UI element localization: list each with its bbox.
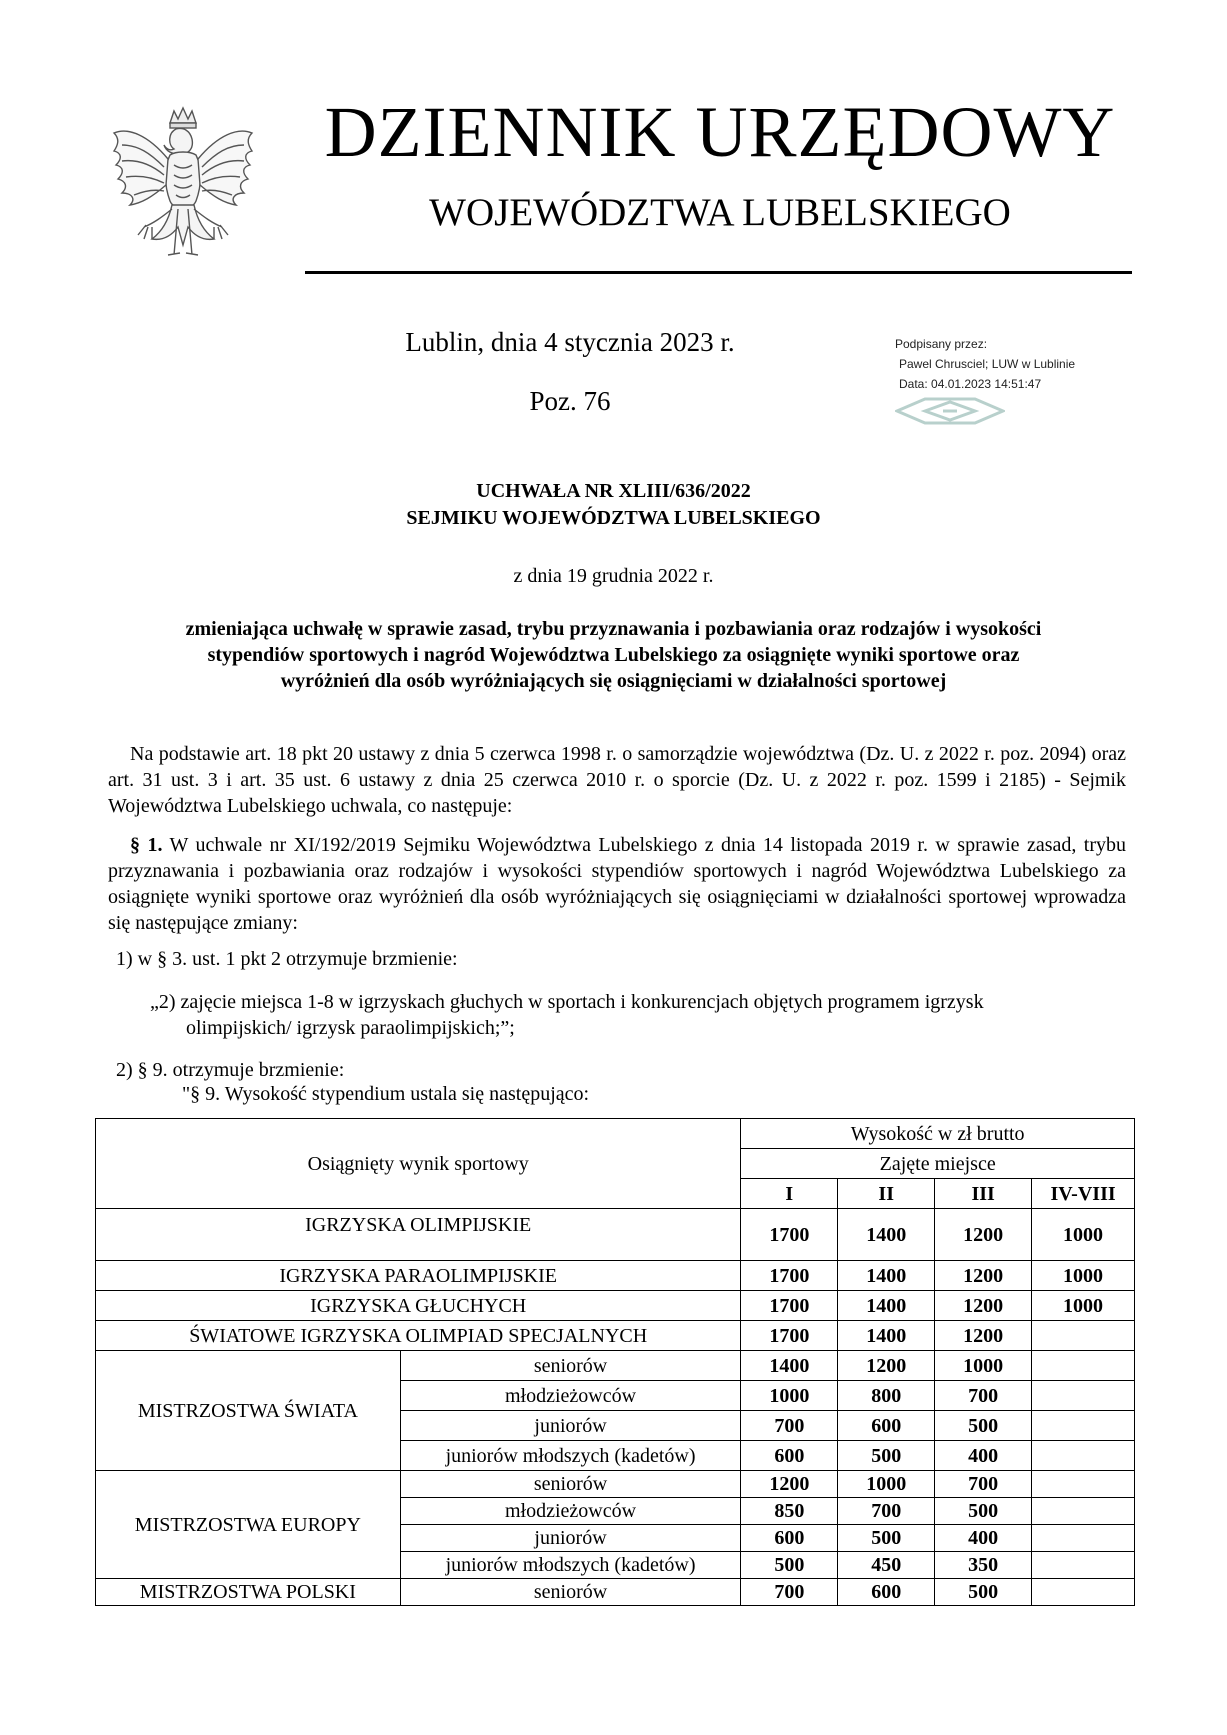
amount-cell: 1400 (838, 1261, 935, 1291)
amount-cell: 600 (838, 1411, 935, 1441)
section-1-label: § 1. (130, 834, 163, 856)
amount-cell: 450 (838, 1552, 935, 1579)
amount-cell: 1200 (838, 1351, 935, 1381)
amount-cell: 1200 (935, 1261, 1032, 1291)
signature-signer: Pawel Chrusciel; LUW w Lublinie (899, 357, 1076, 371)
amount-cell: 1000 (838, 1471, 935, 1498)
amount-cell: 600 (741, 1525, 838, 1552)
amount-cell: 1400 (838, 1209, 935, 1261)
amount-cell: 1000 (1032, 1209, 1135, 1261)
amount-cell (1032, 1411, 1135, 1441)
table-row (96, 1579, 1135, 1606)
preamble-paragraph: Na podstawie art. 18 pkt 20 ustawy z dnia 5 czerwca 1998 r. o samorządzie województwa (Dz. U. z 2022 r. poz. 2094) oraz art. 31 ust. 3 i art. 35 ust. 6 ustawy z dnia 25 czerwca 2010 r. o sporcie (Dz. U. z 2022 r. poz. 1599 i 2185) - Sejmik Województwa Lubelskiego uchwala, co następuje: (108, 743, 1126, 817)
amount-cell: 1200 (935, 1209, 1032, 1261)
resolution-number: UCHWAŁA NR XLIII/636/2022 (476, 480, 751, 502)
amount-cell: 400 (935, 1525, 1032, 1552)
place-header: III (935, 1179, 1032, 1209)
amount-cell: 500 (741, 1552, 838, 1579)
amount-cell: 1200 (741, 1471, 838, 1498)
header-place-cell: Zajęte miejsce (741, 1149, 1135, 1179)
category-cell: juniorów (400, 1411, 741, 1441)
table-row (96, 1351, 1135, 1381)
amount-cell (1032, 1579, 1135, 1606)
amount-cell: 500 (838, 1441, 935, 1471)
amount-cell: 500 (838, 1525, 935, 1552)
event-cell: ŚWIATOWE IGRZYSKA OLIMPIAD SPECJALNYCH (96, 1321, 741, 1351)
amount-cell (1032, 1525, 1135, 1552)
amount-cell (1032, 1552, 1135, 1579)
amount-cell: 600 (838, 1579, 935, 1606)
amount-cell: 1700 (741, 1291, 838, 1321)
amount-cell: 400 (935, 1441, 1032, 1471)
amount-cell: 1400 (838, 1321, 935, 1351)
resolution-date: z dnia 19 grudnia 2022 r. (513, 565, 714, 587)
category-cell: seniorów (400, 1471, 741, 1498)
header-divider (305, 271, 1132, 274)
table-row (96, 1471, 1135, 1498)
place-header: IV-VIII (1032, 1179, 1135, 1209)
event-cell: MISTRZOSTWA EUROPY (96, 1471, 401, 1579)
digital-signature (895, 334, 1155, 394)
event-cell: IGRZYSKA OLIMPIJSKIE (96, 1209, 741, 1261)
amount-cell: 700 (935, 1381, 1032, 1411)
amendment-item-2: 2) § 9. otrzymuje brzmienie: (116, 1059, 345, 1081)
resolution-title-line: stypendiów sportowych i nagród Województwa Lubelskiego za osiągnięte wyniki sportowe oraz (207, 644, 1020, 666)
category-cell: seniorów (400, 1351, 741, 1381)
category-cell: juniorów (400, 1525, 741, 1552)
section-1-paragraph (108, 832, 1126, 936)
amount-cell: 600 (741, 1441, 838, 1471)
resolution-title-line: wyróżnień dla osób wyróżniających się osiągnięciami w działalności sportowej (280, 670, 947, 692)
amount-cell: 1400 (838, 1291, 935, 1321)
amount-cell: 1000 (741, 1381, 838, 1411)
amount-cell: 700 (741, 1411, 838, 1441)
polish-eagle-emblem (108, 105, 258, 275)
amendment-item-1-quote-line: „2) zajęcie miejsca 1-8 w igrzyskach głuchych w sportach i konkurencjach objętych programem igrzysk (150, 991, 984, 1013)
signature-stamp-icon (895, 396, 1005, 426)
amount-cell (1032, 1471, 1135, 1498)
amount-cell: 500 (935, 1579, 1032, 1606)
amount-cell (1032, 1381, 1135, 1411)
amount-cell: 1000 (1032, 1291, 1135, 1321)
amount-cell: 350 (935, 1552, 1032, 1579)
amount-cell: 500 (935, 1411, 1032, 1441)
amount-cell: 700 (838, 1498, 935, 1525)
signature-line: Podpisany przez: (895, 337, 988, 351)
header-result-cell: Osiągnięty wynik sportowy (96, 1119, 741, 1209)
scholarship-amount-table (95, 1118, 1135, 1606)
amendment-item-1-quote-line: olimpijskich/ igrzysk paraolimpijskich;”; (186, 1017, 515, 1039)
amount-cell: 800 (838, 1381, 935, 1411)
amount-cell: 1200 (935, 1291, 1032, 1321)
table-row (96, 1321, 1135, 1351)
category-cell: seniorów (400, 1579, 741, 1606)
signature-date: Data: 04.01.2023 14:51:47 (899, 377, 1042, 391)
resolution-body: SEJMIKU WOJEWÓDZTWA LUBELSKIEGO (406, 507, 821, 529)
amendment-item-1: 1) w § 3. ust. 1 pkt 2 otrzymuje brzmienie: (116, 948, 458, 970)
resolution-title-line: zmieniająca uchwałę w sprawie zasad, trybu przyznawania i pozbawiania oraz rodzajów i wysokości (185, 618, 1042, 640)
amount-cell: 1700 (741, 1209, 838, 1261)
event-cell: MISTRZOSTWA ŚWIATA (96, 1351, 401, 1471)
amount-cell (1032, 1351, 1135, 1381)
journal-subtitle: WOJEWÓDZTWA LUBELSKIEGO (429, 191, 1011, 234)
category-cell: juniorów młodszych (kadetów) (400, 1552, 741, 1579)
category-cell: młodzieżowców (400, 1498, 741, 1525)
amount-cell: 1200 (935, 1321, 1032, 1351)
amount-cell (1032, 1498, 1135, 1525)
section-1-text: W uchwale nr XI/192/2019 Sejmiku Województwa Lubelskiego z dnia 14 listopada 2019 r. w sprawie zasad, trybu przyznawania i pozbawiania oraz rodzajów i wysokości stypendiów sportowych i nagród Województwa Lubelskiego za osiągnięte wyniki sportowe oraz wyróżnień dla osób wyróżniających się osiągnięciami w działalności sportowej wprowadza się następujące zmiany: (108, 834, 1127, 934)
amount-cell (1032, 1321, 1135, 1351)
amount-cell: 1000 (1032, 1261, 1135, 1291)
event-cell: IGRZYSKA PARAOLIMPIJSKIE (96, 1261, 741, 1291)
event-cell: MISTRZOSTWA POLSKI (96, 1579, 401, 1606)
amendment-item-2-quote: "§ 9. Wysokość stypendium ustala się następująco: (182, 1083, 590, 1105)
place-header: II (838, 1179, 935, 1209)
category-cell: juniorów młodszych (kadetów) (400, 1441, 741, 1471)
category-cell: młodzieżowców (400, 1381, 741, 1411)
table-row (96, 1261, 1135, 1291)
place-header: I (741, 1179, 838, 1209)
amount-cell (1032, 1441, 1135, 1471)
amount-cell: 700 (935, 1471, 1032, 1498)
amount-cell: 1700 (741, 1321, 838, 1351)
header-amount-cell: Wysokość w zł brutto (741, 1119, 1135, 1149)
table-row (96, 1209, 1135, 1261)
amount-cell: 1000 (935, 1351, 1032, 1381)
amount-cell: 1400 (741, 1351, 838, 1381)
journal-title: DZIENNIK URZĘDOWY (324, 92, 1116, 172)
amount-cell: 1700 (741, 1261, 838, 1291)
position-number: Poz. 76 (529, 386, 611, 416)
amount-cell: 500 (935, 1498, 1032, 1525)
table-row (96, 1291, 1135, 1321)
amount-cell: 850 (741, 1498, 838, 1525)
amount-cell: 700 (741, 1579, 838, 1606)
publication-date: Lublin, dnia 4 stycznia 2023 r. (405, 327, 735, 357)
event-cell: IGRZYSKA GŁUCHYCH (96, 1291, 741, 1321)
